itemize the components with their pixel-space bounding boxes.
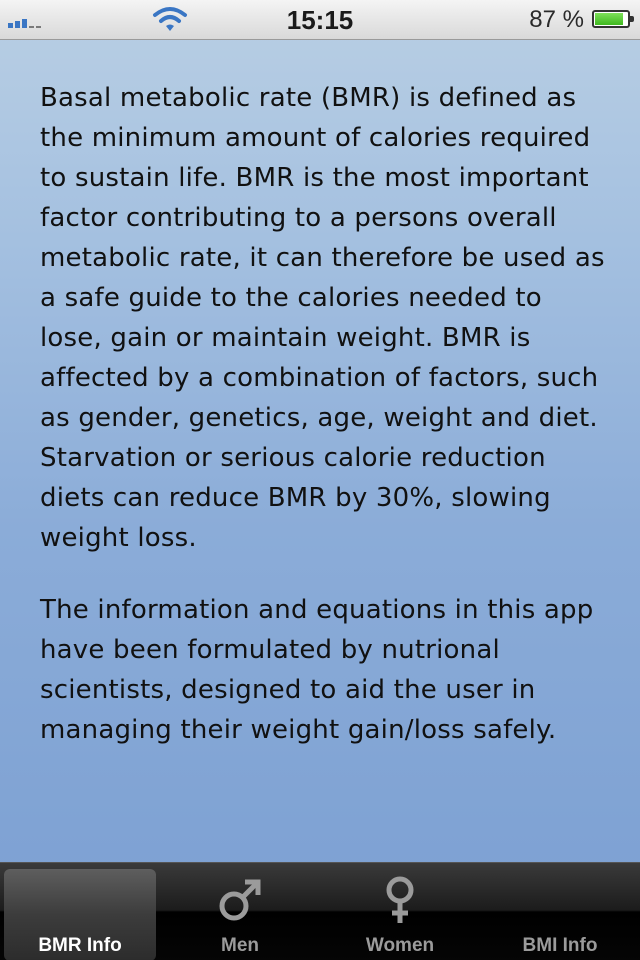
tab-label: BMR Info xyxy=(38,935,122,956)
tab-bmi-info[interactable] xyxy=(480,863,640,960)
bmr-definition-paragraph: Basal metabolic rate (BMR) is defined as the minimum amount of calories required to sustain life. BMR is the most important factor contributing to a persons overall metabolic rate, it can therefore be used as a safe guide to the calories needed to lose, gain or maintain weight. BMR is affected by a combination of factors, such as gender, genetics, age, weight and diet. Starvation or serious calorie reduction diets can reduce BMR by 30%, slowing weight loss. xyxy=(40,83,605,553)
female-symbol-icon xyxy=(375,875,425,925)
tab-women[interactable] xyxy=(320,863,480,960)
tab-label: BMI Info xyxy=(522,935,598,956)
status-bar xyxy=(0,0,640,40)
app-info-paragraph: The information and equations in this app have been formulated by nutrional scientists, designed to aid the user in managing their weight gain/loss safely. xyxy=(40,595,594,745)
tab-label: Women xyxy=(365,935,435,956)
battery-icon xyxy=(592,10,630,28)
male-symbol-icon xyxy=(215,875,265,925)
status-time: 15:15 xyxy=(286,5,354,35)
tab-label: Men xyxy=(221,935,259,956)
tab-men[interactable] xyxy=(160,863,320,960)
battery-percent: 87 % xyxy=(529,6,584,33)
battery-fill xyxy=(595,13,623,25)
tab-bar xyxy=(0,862,640,960)
tab-bmr-info[interactable] xyxy=(0,863,160,960)
bmr-info-text xyxy=(40,78,610,750)
